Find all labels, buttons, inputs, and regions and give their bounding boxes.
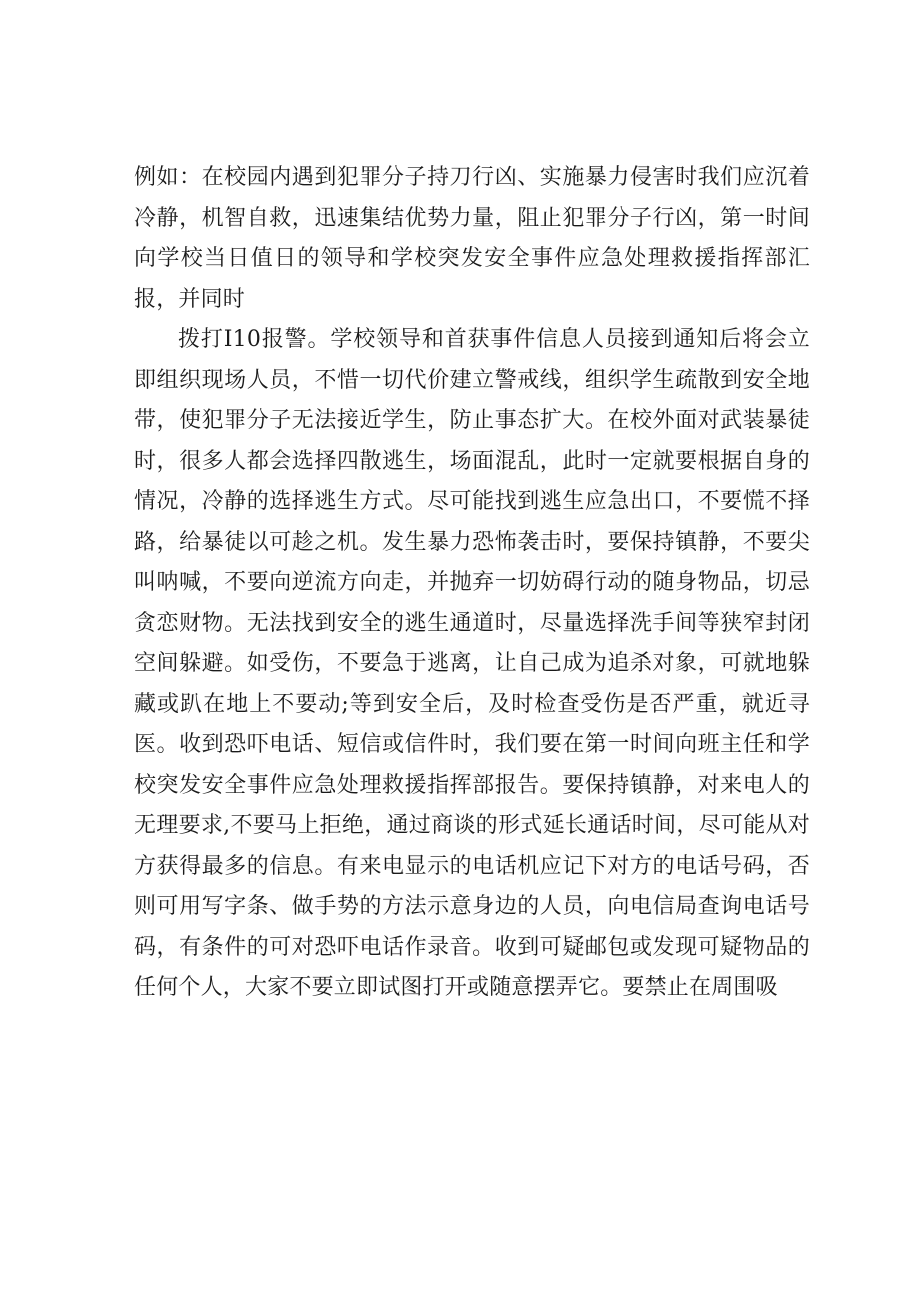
paragraph-2: 拨打I10报警。学校领导和首获事件信息人员接到通知后将会立即组织现场人员，不惜一切代价建立警戒线，组织学生疏散到安全地带，使犯罪分子无法接近学生，防止事态扩大。在校外面对武装暴徒时，很多人都会选择四散逃生，场面混乱，此时一定就要根据自身的情况，冷静的选择逃生方式。尽可能找到逃生应急出口，不要慌不择路，给暴徒以可趁之机。发生暴力恐怖袭击时，要保持镇静，不要尖叫呐喊，不要向逆流方向走，并抛弃一切妨碍行动的随身物品，切忌贪恋财物。无法找到安全的逃生通道时，尽量选择洗手间等狭窄封闭空间躲避。如受伤，不要急于逃离，让自己成为追杀对象，可就地躲藏或趴在地上不要动;等到安全后，及时检查受伤是否严重，就近寻医。收到恐吓电话、短信或信件时，我们要在第一时间向班主任和学校突发安全事件应急处理救援指挥部报告。要保持镇静，对来电人的无理要求,不要马上拒绝，通过商谈的形式延长通话时间，尽可能从对方获得最多的信息。有来电显示的电话机应记下对方的电话号码，否则可用写字条、做手势的方法示意身边的人员，向电信局查询电话号码，有条件的可对恐吓电话作录音。收到可疑邮包或发现可疑物品的任何个人，大家不要立即试图打开或随意摆弄它。要禁止在周围吸 [134,327,810,1000]
paragraph-1: 例如：在校园内遇到犯罪分子持刀行凶、实施暴力侵害时我们应沉着冷静，机智自救，迅速集结优势力量，阻止犯罪分子行凶，第一时间向学校当日值日的领导和学校突发安全事件应急处理救援指挥部汇报，并同时 [134,165,810,312]
document-body [134,158,810,1009]
